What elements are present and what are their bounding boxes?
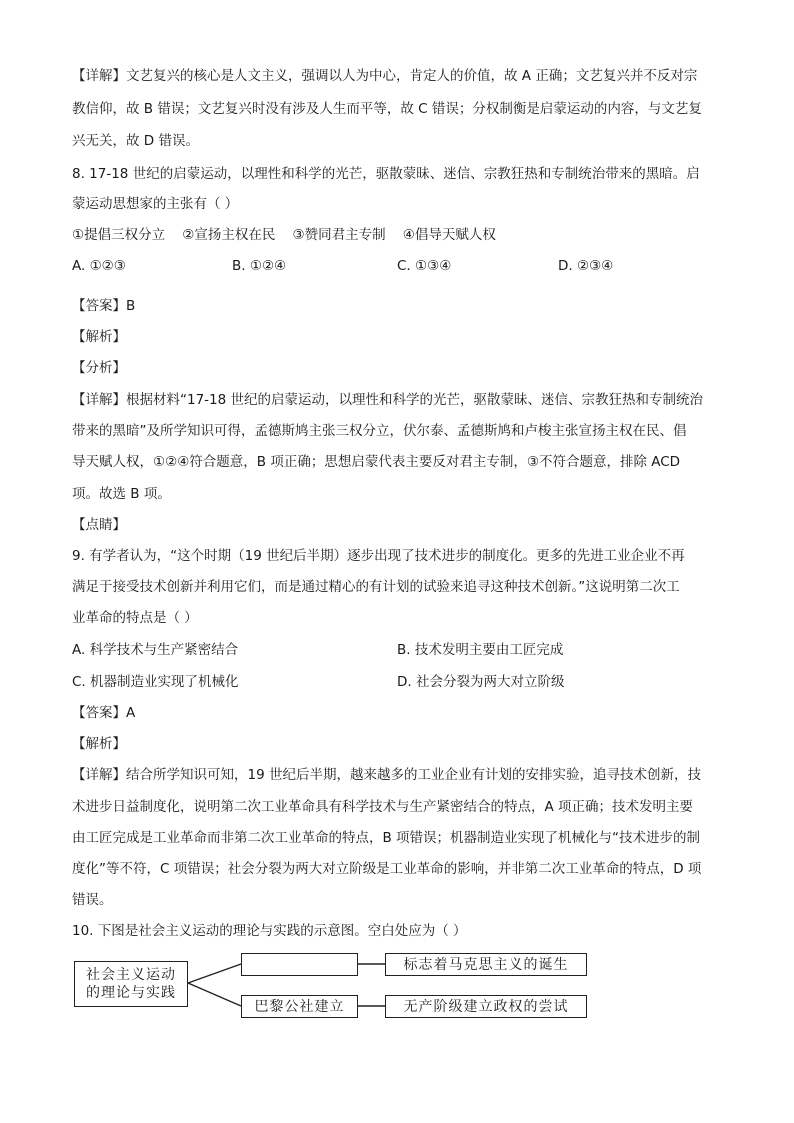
q9-detail-line-3: 由工匠完成是工业革命而非第二次工业革命的特点，B 项错误；机器制造业实现了机械化与“技术进步的制 [72,830,701,846]
q9-option-d: D. 社会分裂为两大对立阶级 [397,674,565,690]
q10-stem: 10. 下图是社会主义运动的理论与实践的示意图。空白处应为（ ） [72,923,467,939]
connector-root-to-bottom [188,983,241,1006]
diagram-root-line-1: 社会主义运动 [86,967,176,983]
q8-dianjing-label: 【点睛】 [72,517,126,533]
diagram-root-line-2: 的理论与实践 [86,985,176,1001]
q8-option-a: A. ①②③ [72,258,126,274]
q9-detail-line-4: 度化”等不符，C 项错误；社会分裂为两大对立阶级是工业革命的影响，并非第二次工业革命的特点，D 项 [72,861,702,877]
q9-stem-line-3: 业革命的特点是（ ） [72,610,198,626]
diagram-bottom-right-box [385,995,587,1018]
diagram-bottom-right-text: 无产阶级建立政权的尝试 [403,998,569,1015]
diagram-blank-box [241,953,358,976]
q8-detail-line-3: 导天赋人权，①②④符合题意，B 项正确；思想启蒙代表主要反对君主专制，③不符合题意，排除 ACD [72,454,681,470]
diagram-bottom-left-text: 巴黎公社建立 [254,998,345,1015]
q8-detail-line-2: 带来的黑暗”及所学知识可得，孟德斯鸠主张三权分立，伏尔泰、孟德斯鸠和卢梭主张宣扬主权在民、倡 [72,423,687,439]
q8-fenxi-label: 【分析】 [72,360,126,376]
q8-stem-line-2: 蒙运动思想家的主张有（ ） [72,196,239,212]
q9-detail-line-2: 术进步日益制度化，说明第二次工业革命具有科学技术与生产紧密结合的特点，A 项正确；技术发明主要 [72,799,694,815]
diagram-top-right-box [385,953,587,976]
q7-detail-line-2: 教信仰，故 B 错误；文艺复兴时没有涉及人生而平等，故 C 错误；分权制衡是启蒙运动的内容，与文艺复 [72,101,702,117]
q9-analysis-label: 【解析】 [72,736,126,752]
q8-answer: 【答案】B [72,298,136,314]
q9-answer: 【答案】A [72,705,136,721]
q8-option-d: D. ②③④ [558,258,614,274]
q8-items: ①提倡三权分立 ②宣扬主权在民 ③赞同君主专制 ④倡导天赋人权 [72,227,496,243]
q8-detail-line-4: 项。故选 B 项。 [72,486,171,502]
q9-detail-line-1: 【详解】结合所学知识可知，19 世纪后半期，越来越多的工业企业有计划的安排实验，追寻技术创新，技 [72,767,701,783]
q9-option-a: A. 科学技术与生产紧密结合 [72,642,239,658]
q8-option-b: B. ①②④ [232,258,287,274]
q9-option-b: B. 技术发明主要由工匠完成 [397,642,564,658]
q9-stem-line-2: 满足于接受技术创新并利用它们，而是通过精心的有计划的试验来追寻这种技术创新。”这说明第二次工 [72,579,680,595]
q8-stem-line-1: 8. 17-18 世纪的启蒙运动，以理性和科学的光芒，驱散蒙昧、迷信、宗教狂热和专制统治带来的黑暗。启 [72,166,700,182]
q7-detail-line-1: 【详解】文艺复兴的核心是人文主义，强调以人为中心，肯定人的价值，故 A 正确；文艺复兴并不反对宗 [72,68,698,84]
q8-option-c: C. ①③④ [397,258,452,274]
q8-analysis-label: 【解析】 [72,329,126,345]
diagram-root-box [74,961,188,1007]
q9-stem-line-1: 9. 有学者认为，“这个时期（19 世纪后半期）逐步出现了技术进步的制度化。更多的先进工业企业不再 [72,548,685,564]
diagram-top-right-text: 标志着马克思主义的诞生 [403,956,569,973]
connector-root-to-top [188,964,241,983]
q9-option-c: C. 机器制造业实现了机械化 [72,674,239,690]
q7-detail-line-3: 兴无关，故 D 错误。 [72,133,199,149]
q8-detail-line-1: 【详解】根据材料“17-18 世纪的启蒙运动，以理性和科学的光芒，驱散蒙昧、迷信、宗教狂热和专制统治 [72,392,704,408]
q9-detail-line-5: 错误。 [72,892,113,908]
diagram-bottom-left-box [241,995,358,1018]
